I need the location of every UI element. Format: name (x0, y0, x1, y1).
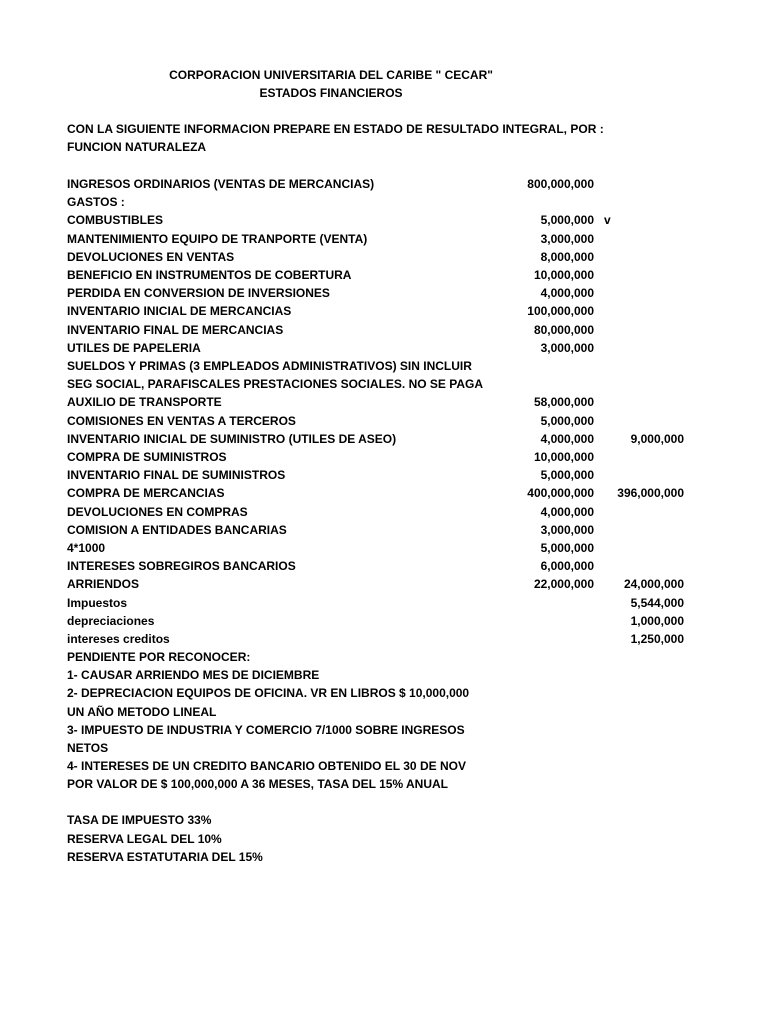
account-label: INGRESOS ORDINARIOS (VENTAS DE MERCANCIAS) (67, 177, 375, 191)
pending-item: 1- CAUSAR ARRIENDO MES DE DICIEMBRE (67, 668, 320, 683)
account-subtotal: 1,250,000 (630, 632, 684, 646)
account-amount: 80,000,000 (533, 322, 594, 337)
table-row (0, 323, 768, 341)
account-label: DEVOLUCIONES EN VENTAS (67, 249, 235, 264)
account-amount: 3,000,000 (540, 231, 594, 246)
account-label: INTERESES SOBREGIROS BANCARIOS (67, 559, 296, 574)
pending-item: 2- DEPRECIACION EQUIPOS DE OFICINA. VR EN LIBROS $ 10,000,000 (67, 686, 470, 701)
account-amount: 10,000,000 (533, 268, 594, 282)
table-row (0, 359, 768, 377)
table-row (0, 505, 768, 523)
account-label: COMISION A ENTIDADES BANCARIAS (67, 522, 287, 537)
table-row (0, 523, 768, 541)
account-label: 4*1000 (67, 541, 106, 555)
account-subtotal: 24,000,000 (623, 577, 684, 592)
table-row (0, 577, 768, 595)
table-row (0, 559, 768, 577)
table-row (0, 268, 768, 286)
table-row (0, 213, 768, 231)
account-label: Impuestos (67, 595, 128, 610)
account-amount: 4,000,000 (540, 431, 594, 446)
account-amount: 4,000,000 (540, 504, 594, 519)
account-amount: 6,000,000 (540, 559, 594, 574)
account-label: COMPRA DE SUMINISTROS (67, 450, 227, 464)
account-amount: 8,000,000 (540, 249, 594, 264)
account-subtotal: 9,000,000 (630, 431, 684, 446)
pending-heading: PENDIENTE POR RECONOCER: (67, 650, 251, 664)
table-row (0, 450, 768, 468)
instruction-line: FUNCION NATURALEZA (67, 140, 207, 154)
account-label: INVENTARIO INICIAL DE SUMINISTRO (UTILES DE ASEO) (67, 431, 397, 446)
rate-item: RESERVA ESTATUTARIA DEL 15% (67, 850, 263, 864)
account-label: PERDIDA EN CONVERSION DE INVERSIONES (67, 286, 330, 301)
account-amount: 800,000,000 (527, 177, 594, 191)
table-row (0, 632, 768, 650)
account-subtotal: 1,000,000 (630, 613, 684, 628)
account-subtotal: 396,000,000 (617, 486, 684, 501)
pending-item: 3- IMPUESTO DE INDUSTRIA Y COMERCIO 7/1000 SOBRE INGRESOS (67, 722, 465, 737)
account-amount: 5,000,000 (540, 213, 594, 228)
account-amount: 3,000,000 (540, 340, 594, 355)
rate-item: TASA DE IMPUESTO 33% (67, 813, 212, 827)
document-title: CORPORACION UNIVERSITARIA DEL CARIBE " CECAR" (169, 68, 493, 82)
account-amount: 5,000,000 (540, 541, 594, 555)
account-label: COMBUSTIBLES (67, 213, 163, 228)
account-label: DEVOLUCIONES EN COMPRAS (67, 504, 248, 519)
account-label: AUXILIO DE TRANSPORTE (67, 395, 222, 410)
account-amount: 5,000,000 (540, 413, 594, 428)
account-label: COMISIONES EN VENTAS A TERCEROS (67, 413, 296, 428)
account-subtotal: 5,544,000 (630, 595, 684, 610)
account-label: GASTOS : (67, 195, 125, 210)
account-label: BENEFICIO EN INSTRUMENTOS DE COBERTURA (67, 268, 352, 282)
instruction-line: CON LA SIGUIENTE INFORMACION PREPARE EN ESTADO DE RESULTADO INTEGRAL, POR : (67, 122, 604, 136)
account-amount: 22,000,000 (533, 577, 594, 592)
table-row (0, 486, 768, 504)
pending-item: UN AÑO METODO LINEAL (67, 704, 217, 719)
account-amount: 10,000,000 (533, 450, 594, 464)
pending-item: NETOS (67, 741, 109, 755)
table-row (0, 414, 768, 432)
table-row (0, 286, 768, 304)
account-amount: 4,000,000 (540, 286, 594, 301)
account-label: COMPRA DE MERCANCIAS (67, 486, 225, 501)
account-label: intereses creditos (67, 632, 170, 646)
account-amount: 5,000,000 (540, 468, 594, 483)
table-row (0, 250, 768, 268)
pending-item: POR VALOR DE $ 100,000,000 A 36 MESES, TASA DEL 15% ANUAL (67, 777, 449, 792)
account-amount: 3,000,000 (540, 522, 594, 537)
check-mark: v (604, 213, 611, 228)
table-row (0, 177, 768, 195)
account-label: INVENTARIO FINAL DE MERCANCIAS (67, 322, 284, 337)
document-subtitle: ESTADOS FINANCIEROS (259, 86, 403, 100)
account-label: UTILES DE PAPELERIA (67, 340, 201, 355)
table-row (0, 232, 768, 250)
account-label: SUELDOS Y PRIMAS (3 EMPLEADOS ADMINISTRATIVOS) SIN INCLUIR (67, 359, 472, 373)
pending-item: 4- INTERESES DE UN CREDITO BANCARIO OBTENIDO EL 30 DE NOV (67, 759, 466, 774)
account-label: SEG SOCIAL, PARAFISCALES PRESTACIONES SOCIALES. NO SE PAGA (67, 377, 484, 392)
account-label: depreciaciones (67, 613, 155, 628)
account-amount: 400,000,000 (527, 486, 594, 501)
account-label: ARRIENDOS (67, 577, 140, 592)
table-row (0, 596, 768, 614)
table-row (0, 377, 768, 395)
table-row (0, 395, 768, 413)
table-row (0, 614, 768, 632)
account-label: INVENTARIO FINAL DE SUMINISTROS (67, 468, 286, 483)
table-row (0, 468, 768, 486)
account-label: MANTENIMIENTO EQUIPO DE TRANPORTE (VENTA) (67, 231, 368, 246)
table-row (0, 195, 768, 213)
account-amount: 58,000,000 (533, 395, 594, 410)
table-row (0, 541, 768, 559)
account-label: INVENTARIO INICIAL DE MERCANCIAS (67, 304, 292, 319)
table-row (0, 304, 768, 322)
rate-item: RESERVA LEGAL DEL 10% (67, 831, 222, 846)
table-row (0, 341, 768, 359)
table-row (0, 432, 768, 450)
account-amount: 100,000,000 (527, 304, 594, 319)
